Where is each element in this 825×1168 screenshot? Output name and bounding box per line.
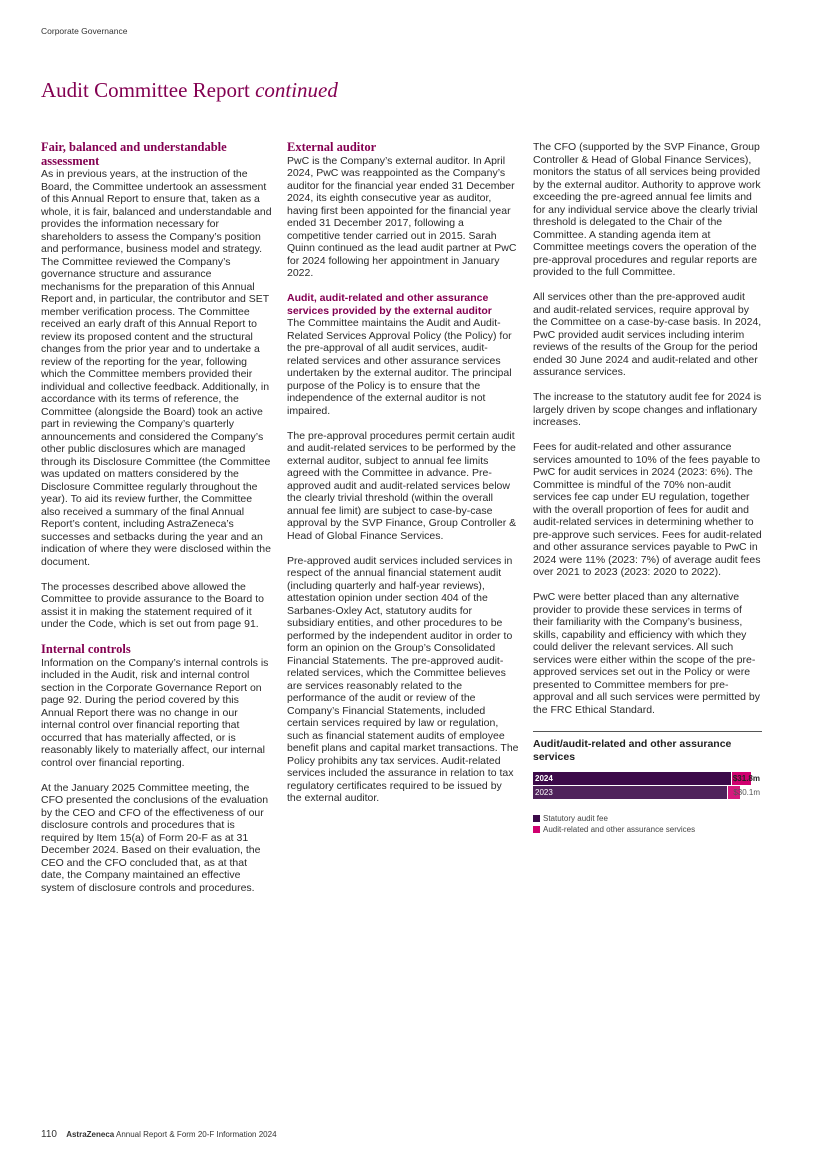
paragraph: Pre-approved audit services included services in respect of the annual financial statement audit (including quarterly and half-year reviews), attestation opinion under section 404 of the Sarbanes-Oxley Act, statutory audits for subsidiary entities, and other procedures to be performed by the independent auditor in order to form an opinion on the Group’s Consolidated Financial Statements. The pre-approved audit-related services, which the Committee believes are services reasonably related to the performance of the audit or review of the Company’s Financial Statements, included certain services required by law or regulation, such as financial statement audits of employee benefit plans and capital market transactions. The Policy prohibits any tax services. Audit-related services included the assurance in relation to tax regulatory certificates required to be issued by the external auditor. — [287, 554, 519, 804]
heading-internal-controls: Internal controls — [41, 642, 131, 656]
bar-row-2023 — [533, 786, 762, 799]
heading-audit-services: Audit, audit-related and other assurance services provided by the external auditor — [287, 292, 492, 317]
column-3 — [533, 141, 762, 835]
legend-swatch — [533, 815, 540, 822]
page-title — [41, 78, 338, 103]
paragraph: The Committee maintains the Audit and Audit-Related Services Approval Policy (the Policy) for the pre-approval of all audit services, audit-related services and other assurance services undertaken by the external auditor. The principal purpose of the Policy is to ensure that the independence of the external auditor is not impaired. — [287, 317, 512, 417]
column-1 — [41, 141, 273, 907]
paragraph: At the January 2025 Committee meeting, the CFO presented the conclusions of the evaluation by the CEO and CFO of the effectiveness of our disclosure controls and procedures that is required by Item 15(a) of Form 20-F as at 31 December 2024. Based on their evaluation, the CEO and the CFO concluded that, as at that date, the Company maintained an effective system of disclosure controls and procedures. — [41, 781, 269, 894]
paragraph: The pre-approval procedures permit certain audit and audit-related services to be performed by the external auditor, subject to annual fee limits agreed with the Committee in advance. Pre-approved audit and audit-related services below the clearly trivial threshold (within the overall annual fee limit) are subject to case-by-case approval by the SVP Finance, Group Controller & Head of Global Finance Services. — [287, 429, 517, 542]
legend-label: Statutory audit fee — [543, 814, 608, 823]
legend-label: Audit-related and other assurance services — [543, 825, 696, 834]
paragraph: As in previous years, at the instruction of the Board, the Committee undertook an assessment of this Annual Report to ensure that, taken as a whole, it is fair, balanced and understandable and provides the information necessary for shareholders to assess the Company’s position and performance, business model and strategy. The Committee reviewed the Company’s governance structure and assurance mechanisms for the preparation of this Annual Report and, in particular, the contributor and SET member verification process. The Committee received an early draft of this Annual Report to review its proposed content and the structural changes from the prior year and to undertake a review of the reporting for the year, following which the Committee members provided their individual and collective feedback. Additionally, in accordance with its terms of reference, the Committee (alongside the Board) took an active part in reviewing the Company’s quarterly announcements and considered the Company’s other public disclosures which are managed through its Disclosure Committee (the Committee was updated on matters considered by the Disclosure Committee regularly throughout the year). To aid its review further, the Committee also received a summary of the final Annual Report’s content, including AstraZeneca’s successes and setbacks during the year and an indication of where they were disclosed within the document. — [41, 168, 272, 568]
paragraph: The increase to the statutory audit fee for 2024 is largely driven by scope changes and inflationary increases. — [533, 391, 762, 428]
heading-fair-balanced: Fair, balanced and understandable assessment — [41, 140, 227, 168]
footer-doc-title: Annual Report & Form 20-F Information 2024 — [116, 1130, 277, 1139]
bar-total-label: $31.8m — [732, 774, 760, 783]
footer-brand: AstraZeneca — [66, 1130, 115, 1139]
paragraph: All services other than the pre-approved audit and audit-related services, require approval by the Committee on a case-by-case basis. In 2024, PwC provided audit services including interim reviews of the results of the Group for the period ended 30 June 2024 and audit-related and other assurance services. — [533, 291, 762, 378]
page-number: 110 — [41, 1129, 57, 1140]
chart-bars — [533, 772, 762, 799]
page-footer — [41, 1129, 277, 1140]
bar-2024-statutory-audit-fee — [533, 772, 731, 785]
paragraph: PwC is the Company’s external auditor. In April 2024, PwC was reappointed as the Company’s auditor for the financial year ended 31 December 2024, its eighth consecutive year as auditor, having first been appointed for the financial year ended 31 December 2017, following a competitive tender carried out in 2015. Sarah Quinn continued as the lead audit partner at PwC for 2024 following her appointment in January 2022. — [287, 154, 517, 279]
fees-chart — [533, 731, 762, 835]
bar-year-label: 2024 — [535, 774, 553, 783]
paragraph: The CFO (supported by the SVP Finance, Group Controller & Head of Global Finance Services), monitors the status of all services being provided by the external auditor. Authority to approve work exceeding the pre-agreed annual fee limits and for any individual service above the clearly trivial threshold is delegated to the Chair of the Committee. A standing agenda item at Committee meetings covers the operation of the pre-approval procedures and regular reports are provided to the full Committee. — [533, 141, 761, 278]
bar-year-label: 2023 — [535, 788, 553, 797]
chart-title: Audit/audit-related and other assurance services — [533, 738, 732, 763]
legend-swatch — [533, 826, 540, 833]
bar-row-2024 — [533, 772, 762, 785]
section-label: Corporate Governance — [41, 26, 128, 36]
legend-item — [533, 813, 762, 824]
page-title-main: Audit Committee Report — [41, 78, 250, 102]
heading-external-auditor: External auditor — [287, 140, 377, 154]
bar-total-label: $30.1m — [733, 788, 760, 797]
paragraph: Fees for audit-related and other assurance services amounted to 10% of the fees payable to PwC for audit services in 2024 (2023: 6%). The Committee is mindful of the 70% non-audit services fee cap under EU regulation, together with the overall proportion of fees for audit and audit-related services in determining whether to pre-approve such services. Fees for audit-related and other assurance services payable to PwC in 2024 were 11% (2023: 7%) of average audit fees over 2021 to 2023 (2023: 2020 to 2022). — [533, 441, 762, 578]
page-title-suffix: continued — [255, 78, 338, 102]
paragraph: The processes described above allowed the Committee to provide assurance to the Board to assist it in making the statement required of it under the Code, which is set out from page 91. — [41, 580, 264, 630]
paragraph: Information on the Company’s internal controls is included in the Audit, risk and internal control section in the Corporate Governance Report on page 92. During the period covered by this Annual Report there was no change in our internal control over financial reporting that occurred that has materially affected, or is reasonably likely to materially affect, our internal control over financial reporting. — [41, 656, 269, 769]
paragraph: PwC were better placed than any alternative provider to provide these services in terms of their familiarity with the Company’s business, skills, capability and efficiency with which they could deliver the relevant services. All such services were either within the scope of the pre-approved services set out in the Policy or were presented to Committee members for pre-approval and all such services were permitted by the FRC Ethical Standard. — [533, 591, 761, 716]
column-2 — [287, 141, 519, 817]
legend-item — [533, 824, 762, 835]
bar-2023-statutory-audit-fee — [533, 786, 727, 799]
chart-legend — [533, 813, 762, 835]
